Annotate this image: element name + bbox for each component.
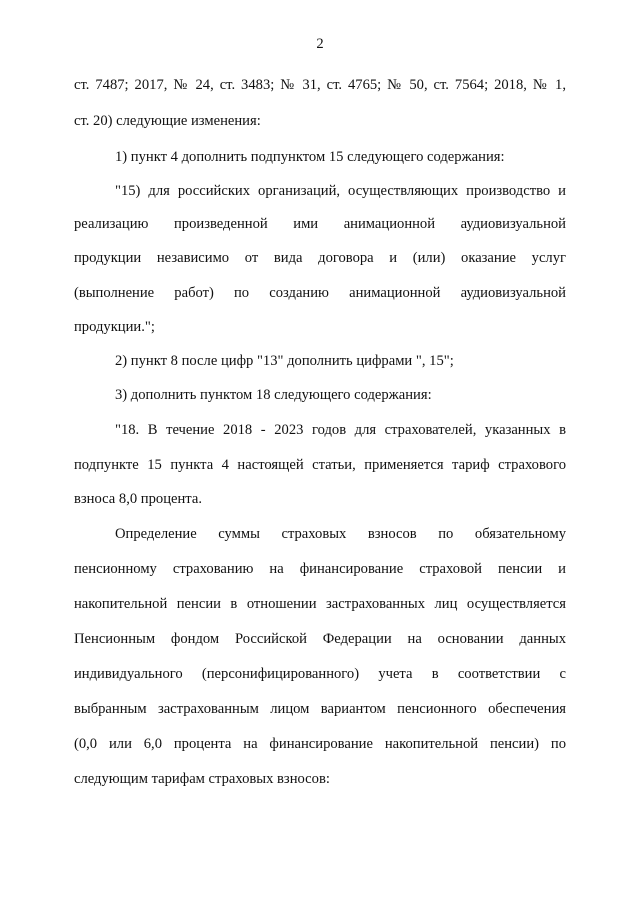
text-line: продукции независимо от вида договора и (или) оказание услуг	[74, 250, 566, 266]
text-line: ст. 7487; 2017, № 24, ст. 3483; № 31, ст. 4765; № 50, ст. 7564; 2018, № 1,	[74, 77, 566, 93]
text-line: "15) для российских организаций, осуществляющих производство и	[115, 183, 566, 199]
text-line: взноса 8,0 процента.	[74, 491, 202, 507]
text-line: выбранным застрахованным лицом вариантом пенсионного обеспечения	[74, 701, 566, 717]
text-line: реализацию произведенной ими анимационной аудиовизуальной	[74, 216, 566, 232]
text-line: следующим тарифам страховых взносов:	[74, 771, 330, 787]
page-number: 2	[316, 36, 324, 52]
text-line: продукции.";	[74, 319, 155, 335]
text-line: 1) пункт 4 дополнить подпунктом 15 следующего содержания:	[115, 149, 505, 165]
text-line: 3) дополнить пунктом 18 следующего содержания:	[115, 387, 432, 403]
text-line: (0,0 или 6,0 процента на финансирование накопительной пенсии) по	[74, 736, 566, 752]
text-line: индивидуального (персонифицированного) учета в соответствии с	[74, 666, 566, 682]
text-line: подпункте 15 пункта 4 настоящей статьи, применяется тариф страхового	[74, 457, 566, 473]
text-line: (выполнение работ) по созданию анимационной аудиовизуальной	[74, 285, 566, 301]
text-line: накопительной пенсии в отношении застрахованных лиц осуществляется	[74, 596, 566, 612]
text-line: Пенсионным фондом Российской Федерации на основании данных	[74, 631, 566, 647]
text-line: "18. В течение 2018 - 2023 годов для страхователей, указанных в	[115, 422, 566, 438]
text-line: Определение суммы страховых взносов по обязательному	[115, 526, 566, 542]
text-line: 2) пункт 8 после цифр "13" дополнить цифрами ", 15";	[115, 353, 454, 369]
text-line: ст. 20) следующие изменения:	[74, 113, 261, 129]
text-line: пенсионному страхованию на финансирование страховой пенсии и	[74, 561, 566, 577]
